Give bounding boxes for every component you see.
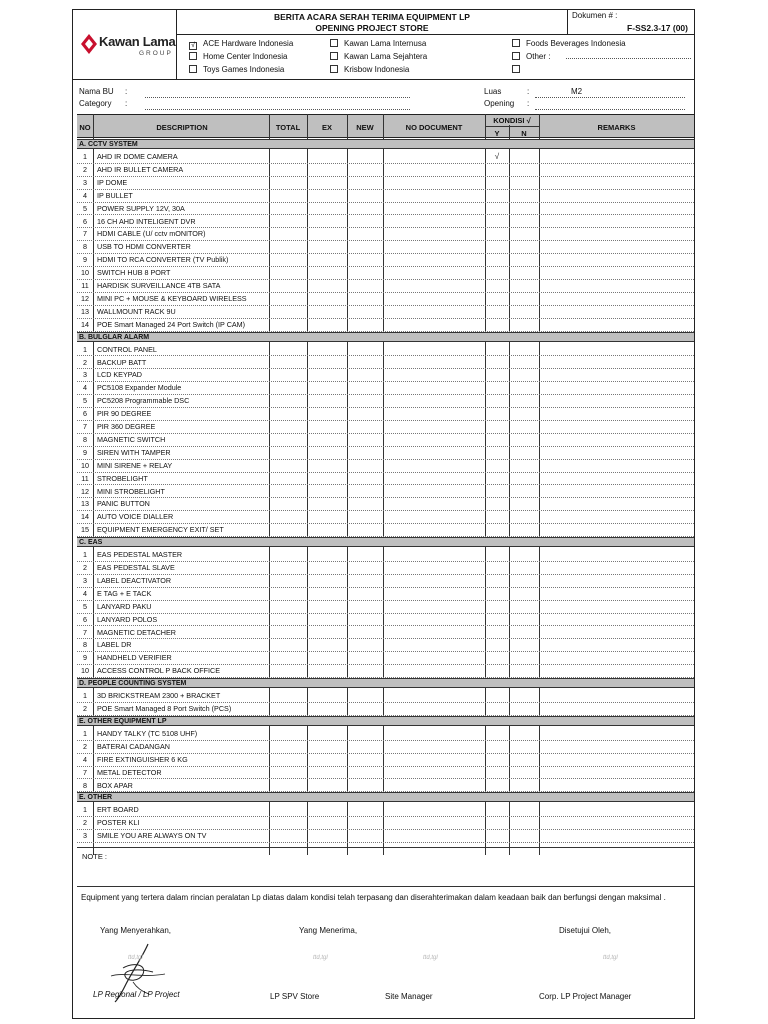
category-label: Category [79,99,112,108]
table-row [77,447,694,460]
row-description: IP BULLET [97,190,133,200]
bu-label: Foods Beverages Indonesia [526,39,626,48]
row-number: 7 [83,422,87,431]
row-description: PANIC BUTTON [97,499,150,509]
row-description: E TAG + E TACK [97,588,152,598]
row-number: 3 [83,831,87,841]
table-row [77,434,694,447]
table-row [77,382,694,395]
bu-label: ACE Hardware Indonesia [203,39,294,48]
table-row [77,228,694,241]
stamp-placeholder: ttd,tgl [128,955,143,961]
table-row [77,639,694,652]
table-row [77,588,694,601]
row-number: 10 [81,666,89,676]
table-row [77,690,694,703]
row-number: 5 [83,396,87,406]
row-description: WALLMOUNT RACK 9U [97,306,176,316]
table-row [77,151,694,164]
title-line-2: OPENING PROJECT STORE [315,22,429,33]
row-number: 4 [83,190,87,200]
opening-label: Opening [484,99,515,108]
row-number: 1 [83,152,87,161]
table-row [77,627,694,640]
col-no: NO [79,123,91,132]
row-number: 6 [83,614,87,624]
table-row [77,280,694,293]
row-description: MINI STROBELIGHT [97,486,165,496]
role-lp-regional: LP Regional / LP Project [93,990,180,999]
row-number: 9 [83,447,87,457]
bu-option-foods[interactable] [512,39,626,50]
row-number: 7 [83,229,87,239]
bu-label: Krisbow Indonesia [344,65,410,74]
checkbox[interactable] [512,39,520,47]
table-row [77,177,694,190]
table-row [77,216,694,229]
luas-unit: M2 [571,87,583,96]
row-description: 16 CH AHD INTELIGENT DVR [97,216,196,226]
equipment-table [77,114,694,855]
company-logo [73,10,177,80]
row-number: 12 [81,293,89,303]
row-description: POE Smart Managed 8 Port Switch (PCS) [97,704,232,713]
nama-bu-label: Nama BU [79,87,114,96]
row-description: BOX APAR [97,780,133,790]
col-kondisi: KONDISI √ [493,116,531,125]
kawan-lama-logo-icon [79,32,99,56]
row-description: SWITCH HUB 8 PORT [97,268,171,278]
bu-option-krisbow[interactable] [330,65,409,76]
table-row [77,421,694,434]
row-description: EAS PEDESTAL SLAVE [97,563,175,572]
table-row [77,601,694,614]
row-number: 8 [83,242,87,252]
row-number: 3 [83,370,87,380]
handover-label: Yang Menyerahkan, [100,926,172,935]
row-description: LABEL DR [97,640,132,650]
table-row [77,498,694,511]
section-header: A. CCTV SYSTEM [77,139,694,149]
checkbox[interactable] [330,39,338,47]
row-number: 7 [83,627,87,637]
row-description: HDMI CABLE (U/ cctv mONITOR) [97,229,206,239]
row-number: 3 [83,575,87,585]
title-line-1: BERITA ACARA SERAH TERIMA EQUIPMENT LP [274,12,470,22]
row-number: 2 [83,164,87,174]
table-row [77,293,694,306]
row-description: HANDY TALKY (TC 5108 UHF) [97,728,198,738]
row-number: 4 [83,383,87,393]
checkbox[interactable] [512,52,520,60]
row-number: 2 [83,563,87,572]
col-no-document: NO DOCUMENT [405,123,463,132]
bu-option-internusa[interactable] [330,39,426,50]
row-description: AHD IR BULLET CAMERA [97,164,184,174]
form-header [73,10,694,80]
section-header: D. PEOPLE COUNTING SYSTEM [77,678,694,688]
document-label: Dokumen # : [572,11,618,20]
row-description: IP DOME [97,177,128,187]
logo-text: Kawan Lama [99,34,176,49]
row-number: 6 [83,216,87,226]
table-row [77,203,694,216]
other-input-line[interactable] [566,58,691,59]
bu-label: Kawan Lama Internusa [344,39,427,48]
row-description: MAGNETIC DETACHER [97,627,176,637]
nama-bu-field[interactable] [145,97,410,98]
colon: : [527,99,530,108]
row-number: 13 [81,306,89,316]
row-number: 8 [83,640,87,650]
row-description: PIR 360 DEGREE [97,422,156,431]
col-description: DESCRIPTION [156,123,208,132]
checkbox[interactable] [189,65,197,73]
row-number: 10 [81,268,89,278]
row-number: 14 [81,512,89,522]
row-number: 6 [83,409,87,419]
document-code: F-SS2.3-17 (00) [627,23,688,33]
row-description: LABEL DEACTIVATOR [97,575,172,585]
stamp-placeholder: ttd,tgl [313,955,328,961]
row-number: 13 [81,499,89,509]
row-description: 3D BRICKSTREAM 2300 + BRACKET [97,691,221,701]
col-new: NEW [356,123,374,132]
row-description: POWER SUPPLY 12V, 30A [97,203,185,213]
row-number: 1 [83,805,87,815]
row-number: 2 [83,741,87,751]
row-description: EAS PEDESTAL MASTER [97,550,183,560]
table-row [77,395,694,408]
bu-option-toys-games[interactable] [189,65,284,76]
checkbox[interactable]: √ [189,42,197,50]
row-description: ERT BOARD [97,805,139,815]
bu-option-blank[interactable] [512,65,526,76]
table-row [77,190,694,203]
row-number: 3 [83,177,87,187]
row-number: 7 [83,767,87,777]
colon: : [527,87,530,96]
colon: : [125,87,128,96]
table-row [77,575,694,588]
row-description: PIR 90 DEGREE [97,409,152,419]
row-description: SMILE YOU ARE ALWAYS ON TV [97,831,207,841]
section-header: E. OTHER EQUIPMENT LP [77,716,694,726]
row-description: EQUIPMENT EMERGENCY EXIT/ SET [97,525,224,535]
table-row [77,408,694,421]
row-description: HANDHELD VERIFIER [97,653,172,663]
table-row [77,306,694,319]
row-description: BACKUP BATT [97,357,147,367]
col-ex: EX [321,123,332,132]
row-number: 2 [83,357,87,367]
table-row [77,665,694,678]
row-number: 12 [81,486,89,496]
role-corp-lp-manager: Corp. LP Project Manager [539,992,632,1001]
row-description: METAL DETECTOR [97,767,162,777]
table-header [77,114,694,138]
section-header: E. OTHER [77,792,694,802]
luas-label: Luas [484,87,502,96]
row-description: POSTER KLI [97,818,140,828]
section-header: B. BULGLAR ALARM [77,332,694,342]
table-row [77,562,694,575]
row-number: 5 [83,203,87,213]
row-description: MINI SIRENE + RELAY [97,460,173,470]
row-description: MINI PC + MOUSE & KEYBOARD WIRELESS [97,293,247,303]
table-row [77,741,694,754]
table-row [77,524,694,537]
row-number: 8 [83,780,87,790]
row-number: 15 [81,525,89,535]
note-label: NOTE : [82,852,108,861]
table-row [77,817,694,830]
row-number: 11 [81,281,89,290]
checkbox[interactable] [512,65,520,73]
table-row [77,357,694,370]
handover-form [72,9,695,1019]
table-row [77,754,694,767]
row-description: PC5208 Programmable DSC [97,396,190,406]
row-description: BATERAI CADANGAN [97,741,170,751]
table-row [77,549,694,562]
table-row [77,728,694,741]
stamp-placeholder: ttd,tgl [423,955,438,961]
table-row [77,319,694,332]
handover-statement: Equipment yang tertera dalam rincian peralatan Lp diatas dalam kondisi telah terpasang dan diserahterimakan dalam keadaan baik dan berfungsi dengan maksimal . [81,893,666,902]
role-site-manager: Site Manager [385,992,433,1001]
bu-label: Home Center Indonesia [203,52,288,61]
bu-option-home-center[interactable] [189,52,288,63]
stamp-placeholder: ttd,tgl [603,955,618,961]
bu-label: Kawan Lama Sejahtera [344,52,428,61]
row-number: 9 [83,255,87,265]
checkbox[interactable] [330,65,338,73]
bu-option-sejahtera[interactable] [330,52,427,63]
bu-label: Other : [526,52,551,61]
row-description: STROBELIGHT [97,473,148,483]
row-number: 10 [81,460,89,470]
row-number: 11 [81,473,89,483]
section-header: C. EAS [77,537,694,547]
row-number: 4 [83,754,87,764]
row-description: USB TO HDMI CONVERTER [97,242,191,252]
receiver-label: Yang Menerima, [299,926,358,935]
bu-option-ace[interactable] [189,39,293,50]
table-row [77,460,694,473]
luas-field[interactable] [535,97,685,98]
document-number-box [567,10,694,35]
table-row [77,614,694,627]
table-row [77,164,694,177]
row-description: AUTO VOICE DIALLER [97,512,174,522]
row-description: HARDISK SURVEILLANCE 4TB SATA [97,281,221,290]
approved-label: Disetujui Oleh, [559,926,612,935]
row-number: 8 [83,434,87,444]
logo-subtext: GROUP [139,50,173,57]
row-description: LANYARD POLOS [97,614,158,624]
table-row [77,511,694,524]
checkbox[interactable] [189,52,197,60]
row-description: LANYARD PAKU [97,601,152,611]
row-description: AHD IR DOME CAMERA [97,152,178,161]
checkbox[interactable] [330,52,338,60]
table-row [77,473,694,486]
row-description: MAGNETIC SWITCH [97,434,166,444]
row-description: POE Smart Managed 24 Port Switch (IP CAM) [97,319,246,329]
form-title [177,10,567,35]
row-description: PC5108 Expander Module [97,383,182,393]
table-row [77,241,694,254]
colon: : [125,99,128,108]
opening-field[interactable] [535,109,685,110]
note-box[interactable] [77,847,694,887]
row-number: 1 [83,691,87,701]
col-total: TOTAL [275,123,301,132]
row-description: CONTROL PANEL [97,344,157,354]
row-number: 4 [83,588,87,598]
row-number: 9 [83,653,87,663]
row-description: ACCESS CONTROL P BACK OFFICE [97,666,221,676]
table-row [77,804,694,817]
table-row [77,486,694,499]
table-row [77,703,694,716]
row-number: 14 [81,319,89,329]
category-field[interactable] [145,109,410,110]
table-row [77,369,694,382]
table-row [77,780,694,793]
role-lp-spv: LP SPV Store [270,992,320,1001]
row-number: 2 [83,818,87,828]
table-row [77,267,694,280]
row-description: FIRE EXTINGUISHER 6 KG [97,754,188,764]
row-number: 2 [83,704,87,713]
row-description: HDMI TO RCA CONVERTER (TV Publik) [97,255,229,265]
table-row [77,767,694,780]
row-number: 1 [83,728,87,738]
table-row [77,254,694,267]
row-number: 1 [83,344,87,354]
col-kondisi-y: Y [494,129,500,138]
row-number: 1 [83,550,87,560]
bu-option-other[interactable] [512,52,550,63]
table-row [77,344,694,357]
bu-label: Toys Games Indonesia [203,65,285,74]
table-row [77,652,694,665]
col-kondisi-n: N [521,129,527,138]
row-description: LCD KEYPAD [97,370,143,380]
row-number: 5 [83,601,87,611]
col-remarks: REMARKS [597,123,636,132]
row-description: SIREN WITH TAMPER [97,447,171,457]
table-row [77,830,694,843]
kondisi-y-mark[interactable]: √ [494,152,500,161]
